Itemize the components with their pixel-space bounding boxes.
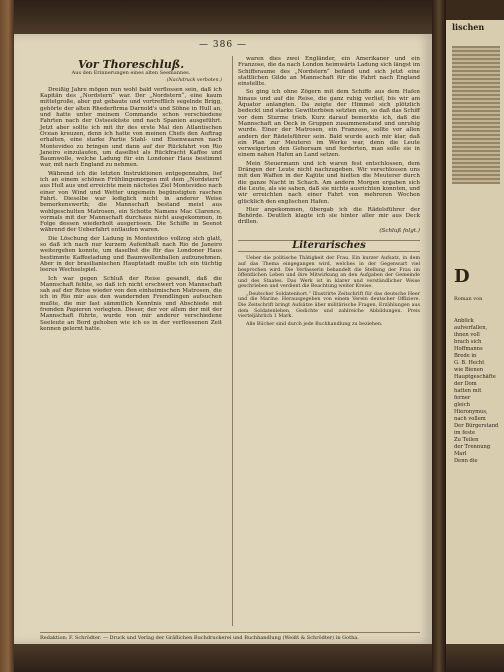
section-heading: Literarisches: [238, 240, 420, 252]
facing-line: der Dom: [454, 381, 477, 387]
article-subtitle: Aus den Erinnerungen eines alten Seemannes.: [71, 70, 191, 77]
facing-line: Brede in: [454, 353, 477, 359]
article-paragraph: Ich war gegen Schluß der Reise gesandt, daß die Mannschaft fehlte, so daß ich nicht erschwert von Mannschaft sah auf der Reise wieder von den einheimischen Matrosen, die ich in Rio mir aus den wandernden Fremdlingen aufsuchen mußte, die mir fast sämmtlich Kenntnis und Abschiede mit fremden Papieren vorlegten. Dieser, der vor allem der mit der Mannschaft führte, wurde von mir anderer verschiedene Seeleute an Bord gehoben wie ich es in der verflossenen Zeit kennen gelernt hatte.: [40, 275, 222, 332]
article-paragraph: Während ich die letzten Instruktionen entgegennahm, lief ich an einem schönen Frühlingsmorgen mit dem „Nordstern“ aus Hull aus und erreichte mein nächstes Ziel Montevideo nach einer von Wind und Wetter ungemein begünstigten raschen Fahrt. Dieselbe war lediglich nicht in anderer Weise bemerkenswerth; die Mannschaft bestand meist aus wohlgeschulten Matrosen, ein Schotte Namens Mac Clarence, vormals mit der Mannschaft durchaus nicht ausgekommen, in Folge dessen wiederholt ausgerissen. Die Schiffe in Seenot während der Ueberfahrt entlaufen waren.: [40, 170, 222, 234]
article-paragraph: waren dies zwei Engländer, ein Amerikaner und ein Franzose, die da nach London heimwärts Ladung sich längst im Schiffsraume des „Nordstern“ befand und sich jetzt eine stattlichen Gilde an Mannschaft für die Fahrt nach England einstellte.: [238, 56, 420, 88]
drop-cap: D: [454, 266, 470, 287]
facing-text: [454, 318, 502, 465]
facing-line: nach vollem: [454, 416, 486, 422]
facing-line: der Trennung: [454, 444, 491, 450]
ornament-illustration: [452, 46, 500, 184]
article-title: Vor Thoreschluß.: [77, 58, 185, 71]
facing-line: wie Bienen: [454, 367, 484, 373]
book-binding: [0, 0, 14, 672]
imprint-line: Redaktion: F. Schrödter. — Druck und Verlag der Gräflichen Buchdruckerei und Buchhandlung (Weißt & Schrödter) in Gotha.: [40, 632, 420, 641]
article-paragraph: Die Löschung der Ladung in Montevideo vollzog sich glatt, so daß ich nach nur kurzem Aufenthalt nach Rio de Janeiro weitergehen konnte, um daselbst die für das Londoner Haus bestimmte Kaffeeladung und Baumwollenballen aufzunehmen. Aber in der brasilianischen Hauptstadt mußte ich ein tüchtig leeres Wechselspiel.: [40, 235, 222, 274]
document-page: [14, 34, 432, 644]
facing-page: [446, 20, 504, 644]
bottom-shadow: [14, 644, 504, 672]
facing-line: ihnen voll: [454, 332, 480, 338]
facing-line: Anblick: [454, 318, 474, 324]
article-paragraph: So ging ich ohne Zögern mit dem Schiffe aus dem Hafen hinaus und auf die Reise, die ganz ruhig verlief, bis wir am Äquator anlangten. Da zeigte der Himmel sich plötzlich bedeckt und starke Gewitterböen setzten ein, so daß das Schiff vor dem Sturme trieb. Kurz darauf bemerkte ich, daß die Mannschaft an Deck in Gruppen zusammenstand und unruhig wurde. Einer der Matrosen, ein Franzose, sollte vor allen andern der Rädelsführer sein. Bald wurde auch mir klar, daß ein Plan zur Meuterei im Werke war, denn die Leute verweigerten den Gehorsam und forderten, man solle sie in einem nahen Hafen an Land setzen.: [238, 89, 420, 159]
facing-line: Zu Teilen: [454, 437, 479, 443]
review-paragraph: Alle Bücher sind durch jede Buchhandlung zu beziehen.: [246, 321, 383, 327]
right-column: [238, 56, 420, 329]
facing-line: ferner: [454, 395, 471, 401]
reprint-note: (Nachdruck verboten.): [166, 77, 222, 83]
continued-note: (Schluß folgt.): [379, 227, 420, 234]
facing-line: Der Bürgerstand: [454, 423, 499, 429]
article-paragraph: Mein Steuermann und ich waren fest entschlossen, dem Drängen der Leute nicht nachzugeben. Wir verschlossen uns mit den Waffen in der Kajüte und hielten die Meuterer durch die ganze Nacht in Schach. Am andern Morgen ergaben sich die Leute, als sie sahen, daß sie nichts ausrichten konnten, und wir erreichten nach einer Fahrt von mehreren Wochen glücklich den englischen Hafen.: [238, 160, 420, 205]
facing-line: Denn die: [454, 458, 478, 464]
book-gutter: [432, 0, 446, 672]
facing-line: aufverfallen,: [454, 325, 488, 331]
facing-line: im feste: [454, 430, 476, 436]
facing-line: brach sich: [454, 339, 482, 345]
facing-line: Hauptgeschäfte: [454, 374, 496, 380]
left-column: [40, 56, 222, 334]
facing-subtitle: Roman von: [454, 296, 483, 302]
review-paragraph: Ueber die politische Thätigkeit der Frau. Ein kurzer Aufsatz, in dem auf das Thema eingegangen wird, welches in der Gegenwart viel besprochen wird. Die Verfasserin behandelt die Stellung der Frau im öffentlichen Leben und ihre Mitwirkung an den Aufgaben der Gemeinde und des Staates. Das Werk ist in klarer und verständlicher Weise geschrieben und verdient die Beachtung weiter Kreise.: [238, 256, 420, 290]
page-number: — 386 —: [199, 40, 247, 50]
facing-line: Marl: [454, 451, 467, 457]
column-divider: [232, 56, 233, 626]
review-paragraph: „Deutscher Soldatenhort.“ Illustrirte Zeitschrift für das deutsche Heer und die Marine. Herausgegeben von einem Verein deutscher Offiziere. Die Zeitschrift bringt Aufsätze über militärische Fragen, Erzählungen aus dem Soldatenleben, Gedichte und zahlreiche Abbildungen. Preis vierteljährlich 1 Mark.: [238, 291, 420, 320]
facing-page-header: lischen: [452, 22, 485, 32]
top-shadow: [14, 0, 432, 34]
facing-line: G. B. Hecht: [454, 360, 485, 366]
facing-line: gleich: [454, 402, 470, 408]
facing-line: hatten mit: [454, 388, 482, 394]
article-paragraph: Hier angekommen, übergab ich die Rädelsführer der Behörde. Deutlich klagte ich sie hinter aller mir aus Deck drillen.: [238, 206, 420, 226]
article-paragraph: Dreißig Jahre mögen nun wohl bald verflossen sein, daß ich Kapitän des „Nordstern“ war. Der „Nordstern“, eine kaum mittelgroße, aber gut gebaute und vortrefflich segelnde Brigg, gehörte der alten Rhederfirma Darnold's und Söhne in Hull an, und hatte unter meinem Commando schon verschiedene Fahrten nach der Ostseeküste und nach Spanien ausgeführt. Jetzt aber sollte ich mit ihr des erste Mal den Atlantischen Ocean kreuzen, denn ich hatte von meinen Chefs den Auftrag erhalten, eine starke Partie Stahl- und Eisenwaaren nach Montevideo zu bringen und dann auf der Rückfahrt von Rio Janeiro einzulaufen, um daselbst als Rückfracht Kaffee und Baumwolle, welche Ladung für ein Londoner Haus bestimmt war, mit nach England zu nehmen.: [40, 86, 222, 169]
facing-line: Hoffmanns: [454, 346, 483, 352]
facing-line: Hieronymus,: [454, 409, 488, 415]
